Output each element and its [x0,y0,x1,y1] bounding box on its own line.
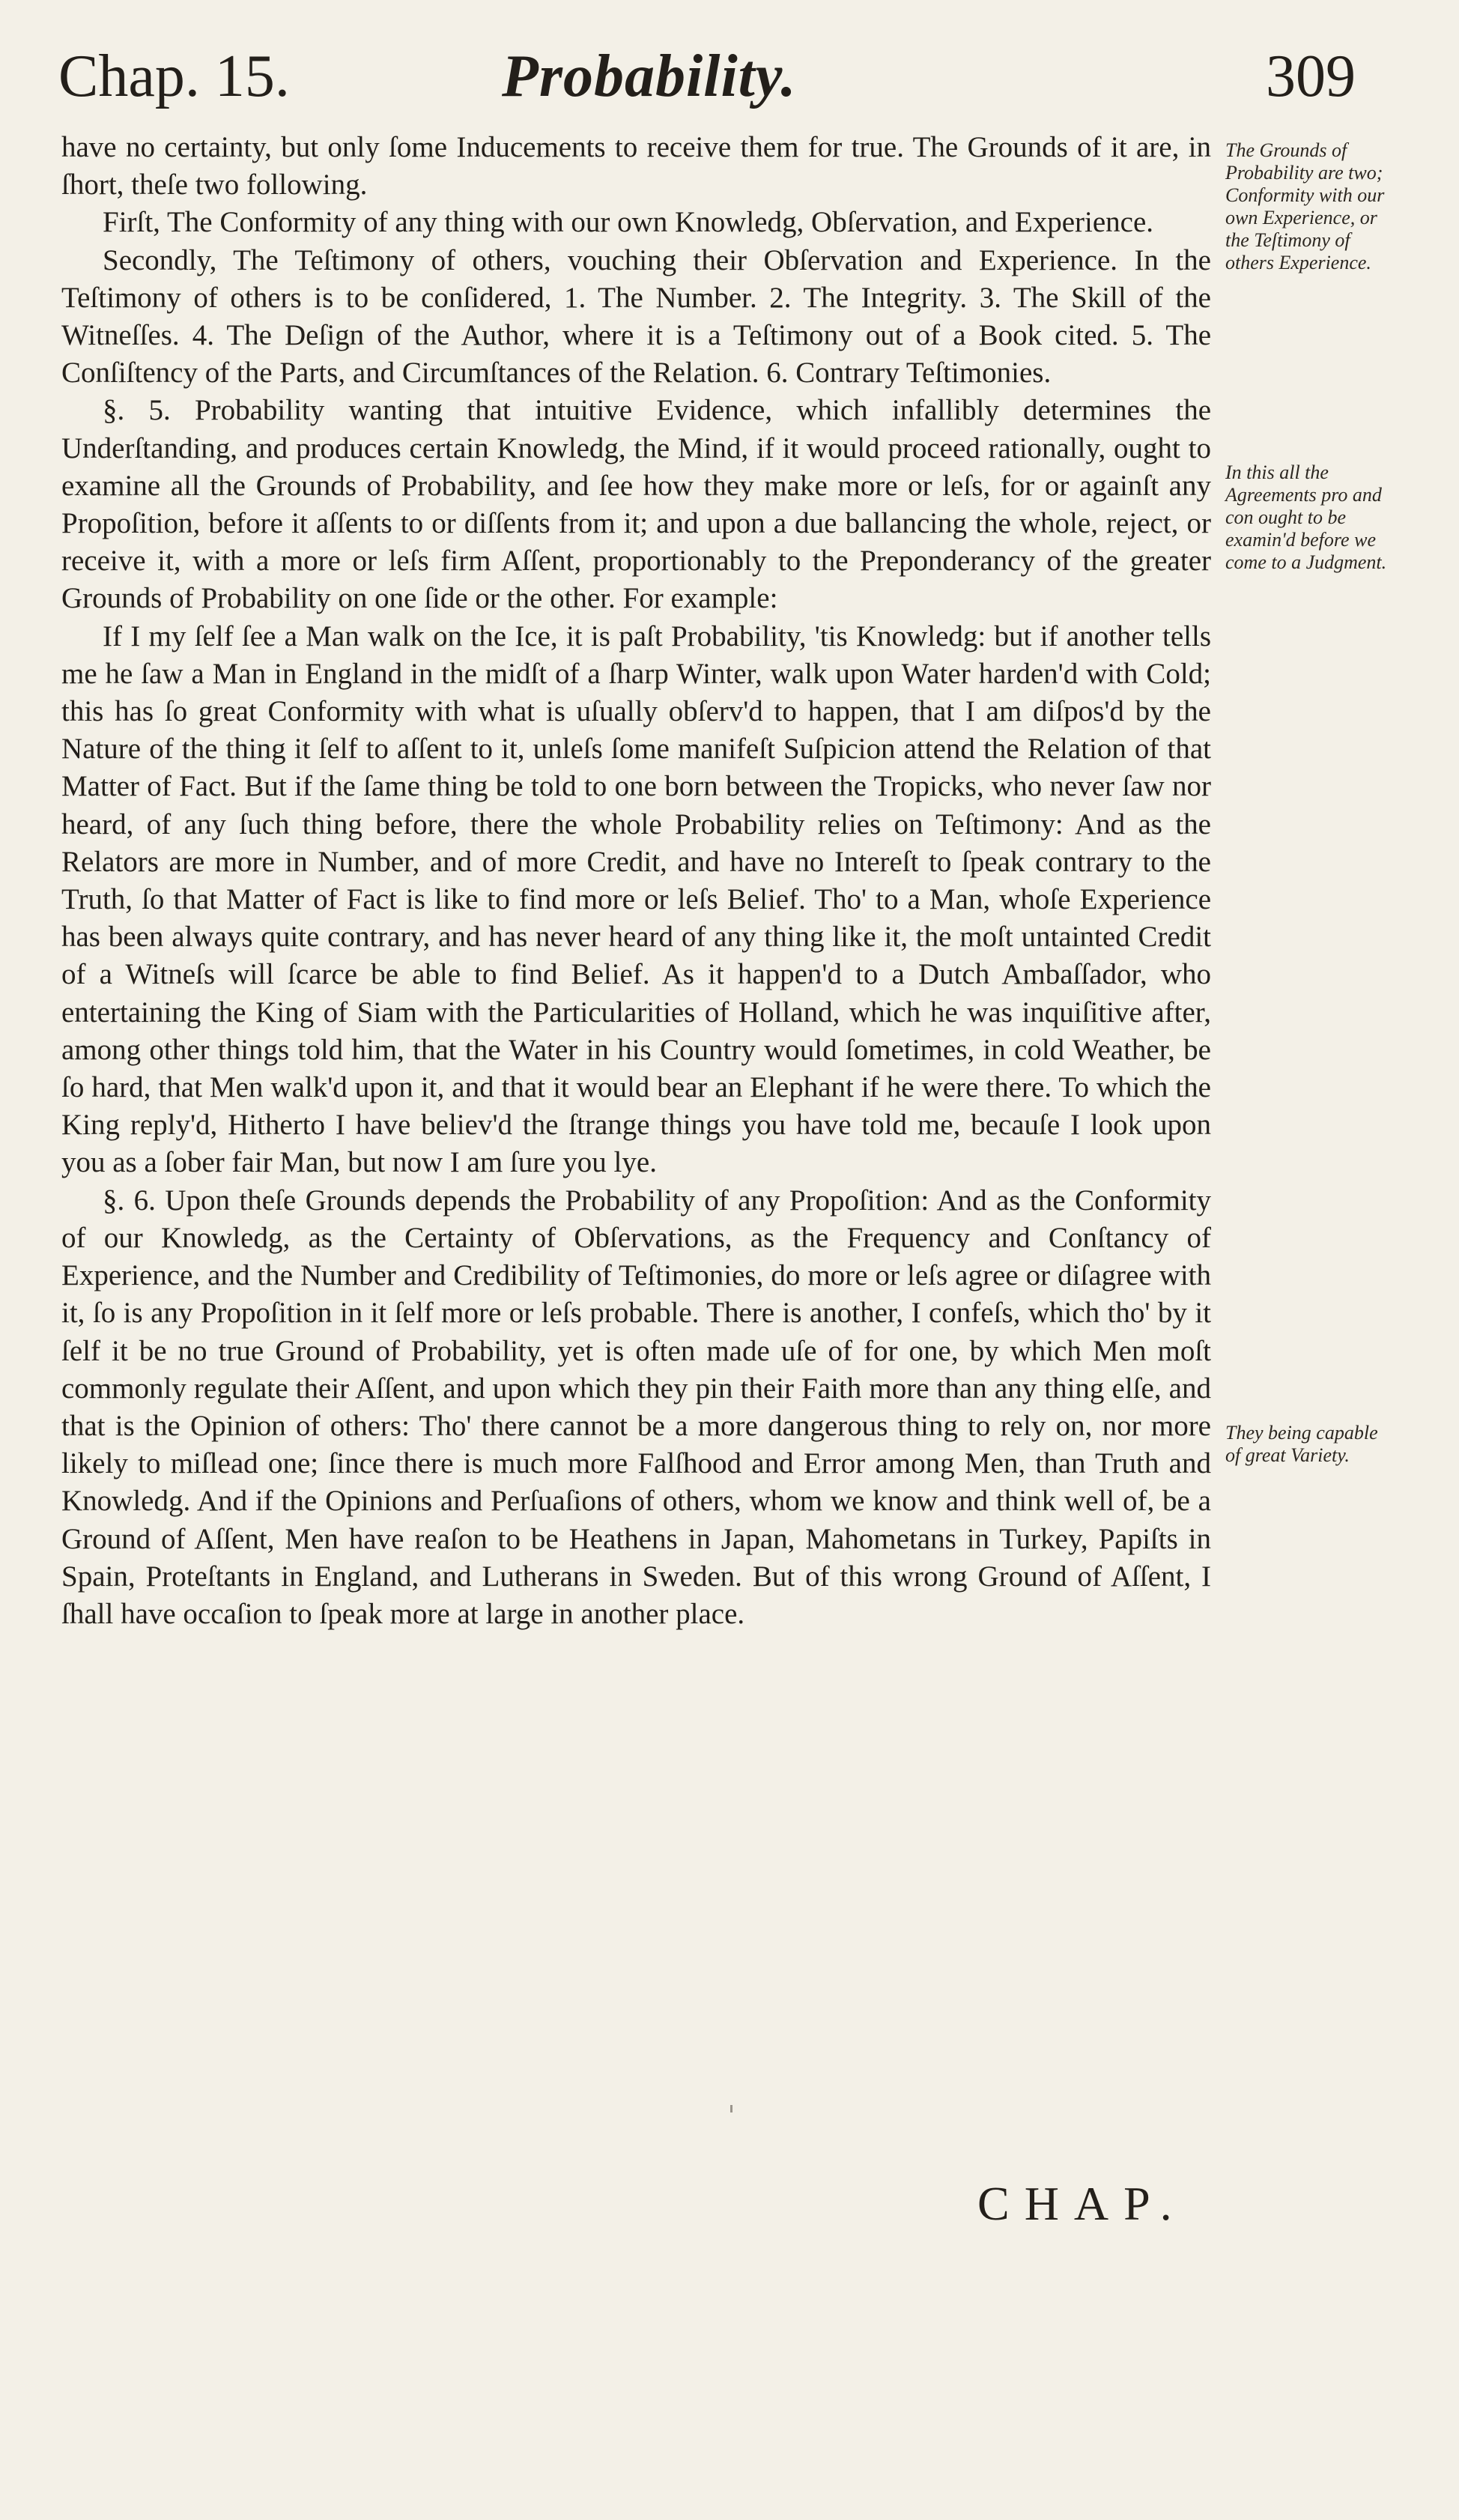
paragraph-section-5: §. 5. Probability wanting that intuitive Evidence, which infallibly determines the Underſtanding, and produces certain Knowledg, the Mind, if it would proceed rationally, ought to examine all the Grounds of Probability, and ſee how they make more or leſs, for or againſt any Propoſition, before it aſſents to or diſſents from it; and upon a due ballancing the whole, reject, or receive it, with a more or leſs firm Aſſent, proportionably to the Preponderancy of the greater Grounds of Probability on one ſide or the other. For example: [61,394,1211,615]
paragraph-intro: have no certainty, but only ſome Inducements to receive them for true. The Grounds of it are, in ſhort, theſe two following. [61,131,1211,202]
paragraph-ice-example: If I my ſelf ſee a Man walk on the Ice, it is paſt Probability, 'tis Knowledg: but if another tells me he ſaw a Man in England in the midſt of a ſharp Winter, walk upon Water harden'd with Cold; this has ſo great Conformity with what is uſually obſerv'd to happen, that I am diſpos'd by the Nature of the thing it ſelf to aſſent to it, unleſs ſome manifeſt Suſpicion attend the Relation of that Matter of Fact. But if the ſame thing be told to one born between the Tropicks, who never ſaw nor heard, of any ſuch thing before, there the whole Probability relies on Teſtimony: And as the Relators are more in Number, and of more Credit, and have no Intereſt to ſpeak contrary to the Truth, ſo that Matter of Fact is like to find more or leſs Belief. Tho' to a Man, whoſe Experience has been always quite contrary, and has never heard of any thing like it, the moſt untainted Credit of a Witneſs will ſcarce be able to find Belief. As it happen'd to a Dutch Ambaſſador, who entertaining the King of Siam with the Particularities of Holland, which he was inquiſitive after, among other things told him, that the Water in his Country would ſometimes, in cold Weather, be ſo hard, that Men walk'd upon it, and that it would bear an Elephant if he were there. To which the King reply'd, Hitherto I have believ'd the ſtrange things you have told me, becauſe I look upon you as a ſober fair Man, but now I am ſure you lye. [61,620,1211,1179]
paragraph-first: Firſt, The Conformity of any thing with our own Knowledg, Obſervation, and Experience. [103,206,1154,239]
ink-speck [730,2105,732,2112]
catchword: CHAP. [977,2177,1187,2230]
chapter-heading: Chap. 15. [58,43,290,109]
margin-note-agreements: In this all the Agreements pro and con ought to be examin'd before we come to a Judgment. [1225,461,1387,573]
body-text [61,129,1211,1633]
page-number: 309 [1266,43,1356,109]
running-title: Probability. [502,43,797,109]
paragraph-section-6: §. 6. Upon theſe Grounds depends the Probability of any Propoſition: And as the Conformity of our Knowledg, as the Certainty of Obſervations, as the Frequency and Conſtancy of Experience, and the Number and Credibility of Teſtimonies, do more or leſs agree or diſagree with it, ſo is any Propoſition in it ſelf more or leſs probable. There is another, I confeſs, which tho' by it ſelf it be no true Ground of Probability, yet is often made uſe of for one, by which Men moſt commonly regulate their Aſſent, and upon which they pin their Faith more than any thing elſe, and that is the Opinion of others: Tho' there cannot be a more dangerous thing to rely on, nor more likely to miſlead one; ſince there is much more Falſhood and Error among Men, than Truth and Knowledg. And if the Opinions and Perſuaſions of others, whom we know and think well of, be a Ground of Aſſent, Men have reaſon to be Heathens in Japan, Mahometans in Turkey, Papiſts in Spain, Proteſtants in England, and Lutherans in Sweden. But of this wrong Ground of Aſſent, I ſhall have occaſion to ſpeak more at large in another place. [61,1184,1211,1630]
paragraph-secondly: Secondly, The Teſtimony of others, vouching their Obſervation and Experience. In the Teſtimony of others is to be conſidered, 1. The Number. 2. The Integrity. 3. The Skill of the Witneſſes. 4. The Deſign of the Author, where it is a Teſtimony out of a Book cited. 5. The Conſiſtency of the Parts, and Circumſtances of the Relation. 6. Contrary Teſtimonies. [61,243,1211,390]
margin-note-variety: They being capable of great Variety. [1225,1422,1378,1466]
margin-note-grounds: The Grounds of Probability are two; Conformity with our own Experience, or the Teſtimony of others Experience. [1225,139,1385,273]
